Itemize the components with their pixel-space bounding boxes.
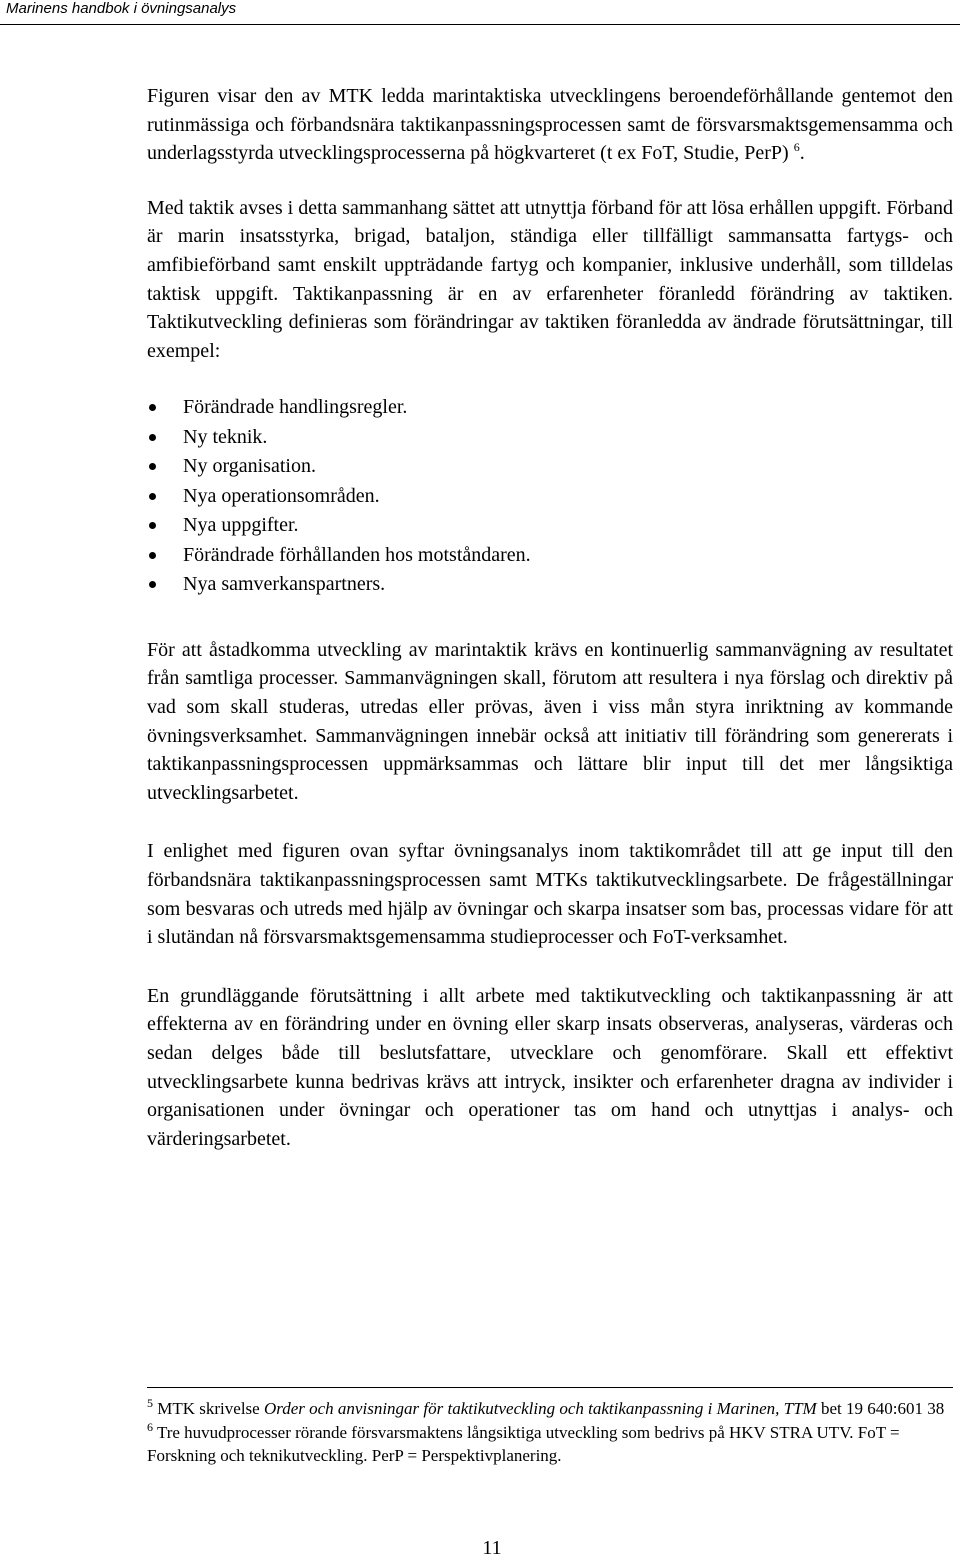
- bullet-icon: [149, 493, 156, 500]
- main-content: [147, 82, 953, 1153]
- footnote-text: Tre huvudprocesser rörande försvarsmaktens långsiktiga utveckling som bedrivs på HKV STRA UTV. FoT = Forskning och teknikutveckling. PerP = Perspektivplanering.: [147, 1422, 900, 1465]
- list-item-label: Ny organisation.: [183, 455, 316, 478]
- bullet-icon: [149, 581, 156, 588]
- paragraph-figure-description: [147, 82, 953, 168]
- list-item: [147, 423, 953, 453]
- bullet-icon: [149, 434, 156, 441]
- list-item-label: Förändrade handlingsregler.: [183, 396, 408, 419]
- bullet-icon: [149, 404, 156, 411]
- bullet-icon: [149, 552, 156, 559]
- footnotes: [147, 1397, 953, 1468]
- list-item-label: Ny teknik.: [183, 425, 268, 448]
- footnote-5: [147, 1397, 953, 1421]
- header-divider: [0, 24, 960, 25]
- footnote-number: 6: [147, 1419, 153, 1434]
- footnote-text: bet 19 640:601 38: [816, 1399, 945, 1418]
- bullet-list-examples: [147, 393, 953, 600]
- footnote-divider: [147, 1387, 953, 1388]
- footnote-document-title: Order och anvisningar för taktikutveckling och taktikanpassning i Marinen, TTM: [263, 1399, 817, 1418]
- footnote-text: MTK skrivelse: [153, 1399, 264, 1418]
- paragraph-exercise-analysis: I enlighet med figuren ovan syftar övningsanalys inom taktikområdet till att ge input till den förbandsnära taktikanpassningsprocessen samt MTKs taktikutvecklingsarbete. De frågeställningar som besvaras och utreds med hjälp av övningar och skarpa insatser som bas, processas vidare för att i slutändan nå försvarsmaktsgemensamma studieprocesser och FoT-verksamhet.: [147, 840, 953, 949]
- list-item-label: Nya uppgifter.: [183, 514, 299, 537]
- list-item-label: Förändrade förhållanden hos motståndaren.: [183, 543, 531, 566]
- header-title: Marinens handbok i övningsanalys: [6, 0, 237, 17]
- list-item: [147, 570, 953, 600]
- list-item: [147, 511, 953, 541]
- footnote-ref-6[interactable]: 6: [793, 140, 800, 155]
- paragraph-end: .: [799, 142, 805, 165]
- list-item-label: Nya samverkanspartners.: [183, 573, 386, 596]
- page-number: 11: [482, 1537, 502, 1559]
- bullet-icon: [149, 463, 156, 470]
- list-item: [147, 541, 953, 571]
- footnote-6: [147, 1421, 953, 1468]
- list-item: [147, 452, 953, 482]
- list-item: [147, 393, 953, 423]
- paragraph-weighting: För att åstadkomma utveckling av marintaktik krävs en kontinuerlig sammanvägning av resultatet från samtliga processer. Sammanvägningen skall, förutom att resultera i nya förslag och direktiv på vad som skall studeras, utredas eller prövas, även i viss mån styra inriktning av kommande övningsverksamhet. Sammanvägningen innebär också att initiativ till förändring som genererats i taktikanpassningsprocessen uppmärksammas och lättare blir input till det mer långsiktiga utvecklingsarbetet.: [147, 638, 953, 804]
- list-item: [147, 482, 953, 512]
- list-item-label: Nya operationsområden.: [183, 484, 380, 507]
- paragraph-prerequisite: En grundläggande förutsättning i allt arbete med taktikutveckling och taktikanpassning är att effekterna av en förändring under en övning eller skarp insats observeras, analyseras, värderas och sedan delges både till beslutsfattare, utvecklare och genomförare. Skall ett effektivt utvecklingsarbete kunna bedrivas krävs att intryck, insikter och erfarenheter dragna av individer i organisationen under övningar och operationer tas om hand och utnyttjas i analys- och värderingsarbetet.: [147, 984, 953, 1150]
- paragraph-text: Figuren visar den av MTK ledda marintaktiska utvecklingens beroendeförhållande gentemot den rutinmässiga och förbandsnära taktikanpassningsprocessen samt de försvarsmaktsgemensamma och underlagsstyrda utvecklingsprocesserna på högkvarteret (t ex FoT, Studie, PerP): [147, 85, 953, 165]
- page-header: [0, 0, 960, 25]
- bullet-icon: [149, 522, 156, 529]
- footnote-number: 5: [147, 1396, 153, 1410]
- paragraph-tactics-definition: Med taktik avses i detta sammanhang sättet att utnyttja förband för att lösa erhållen uppgift. Förband är marin insatsstyrka, brigad, bataljon, ständiga eller tillfälligt sammansatta fartygs- och amfibieförband samt enskilt uppträdande fartyg och kompanier, inklusive underhåll, som tilldelas taktisk uppgift. Taktikanpassning är en av erfarenheter föranledd förändring av taktiken. Taktikutveckling definieras som förändringar av taktiken föranledda av ändrade förutsättningar, till exempel:: [147, 196, 953, 362]
